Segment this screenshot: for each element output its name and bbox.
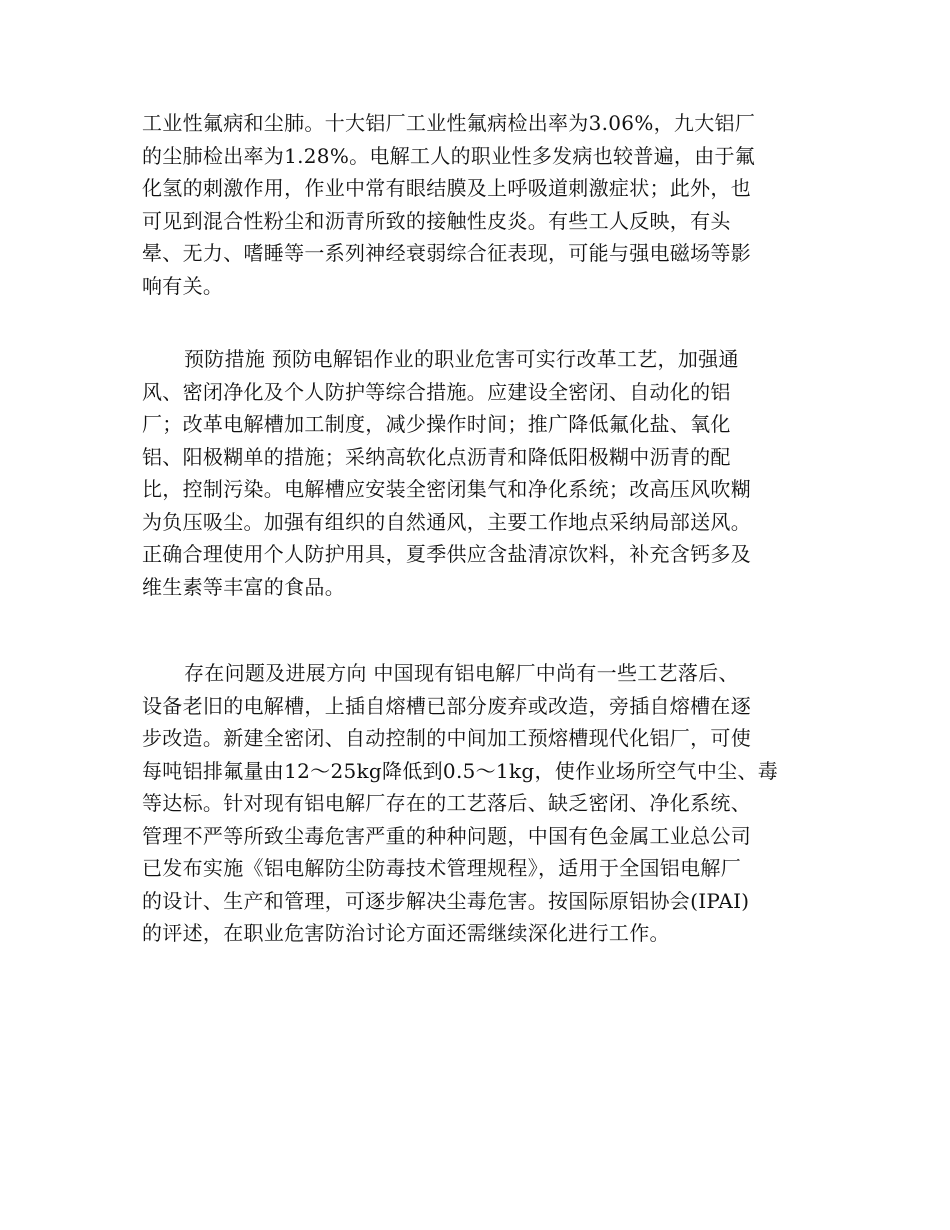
text-line: 维生素等丰富的食品。 xyxy=(142,574,345,599)
text-line: 的尘肺检出率为1.28%。电解工人的职业性多发病也较普遍，由于氟 xyxy=(142,143,756,168)
text-line: 晕、无力、嗜睡等一系列神经衰弱综合征表现，可能与强电磁场等影 xyxy=(142,241,751,265)
text-line: 等达标。针对现有铝电解厂存在的工艺落后、缺乏密闭、净化系统、 xyxy=(142,791,751,815)
text-line: 存在问题及进展方向 中国现有铝电解厂中尚有一些工艺落后、 xyxy=(184,661,739,685)
text-line: 风、密闭净化及个人防护等综合措施。应建设全密闭、自动化的铝 xyxy=(142,379,731,404)
text-line: 为负压吸尘。加强有组织的自然通风，主要工作地点采纳局部送风。 xyxy=(142,509,751,534)
text-line: 化氢的刺激作用，作业中常有眼结膜及上呼吸道刺激症状；此外，也 xyxy=(142,176,751,200)
text-line: 每吨铝排氟量由12～25kg降低到0.5～1kg，使作业场所空气中尘、毒 xyxy=(142,758,779,783)
text-line: 步改造。新建全密闭、自动控制的中间加工预熔槽现代化铝厂，可使 xyxy=(142,726,751,750)
text-line: 比，控制污染。电解槽应安装全密闭集气和净化系统；改高压风吹糊 xyxy=(142,477,751,501)
text-line: 铝、阳极糊单的措施；采纳高软化点沥青和降低阳极糊中沥青的配 xyxy=(142,444,731,469)
text-line: 预防措施 预防电解铝作业的职业危害可实行改革工艺，加强通 xyxy=(184,347,739,371)
paragraph-problems-and-directions xyxy=(142,657,808,950)
text-line: 的设计、生产和管理，可逐步解决尘毒危害。按国际原铝协会(IPAI) xyxy=(142,888,750,913)
text-line: 的评述，在职业危害防治讨论方面还需继续深化进行工作。 xyxy=(142,921,670,945)
text-line: 正确合理使用个人防护用具，夏季供应含盐清凉饮料，补充含钙多及 xyxy=(142,542,751,566)
text-line: 厂；改革电解槽加工制度，减少操作时间；推广降低氟化盐、氧化 xyxy=(142,412,731,436)
text-line: 管理不严等所致尘毒危害严重的种种问题，中国有色金属工业总公司 xyxy=(142,823,751,848)
text-line: 可见到混合性粉尘和沥青所致的接触性皮炎。有些工人反映，有头 xyxy=(142,208,731,233)
text-line: 工业性氟病和尘肺。十大铝厂工业性氟病检出率为3.06%，九大铝厂 xyxy=(142,111,756,135)
paragraph-preventive-measures xyxy=(142,343,808,603)
text-line: 响有关。 xyxy=(142,273,224,298)
paragraph-occupational-diseases xyxy=(142,107,808,302)
text-line: 设备老旧的电解槽，上插自熔槽已部分废弃或改造，旁插自熔槽在逐 xyxy=(142,693,751,718)
text-line: 已发布实施《铝电解防尘防毒技术管理规程》，适用于全国铝电解厂 xyxy=(142,856,741,880)
